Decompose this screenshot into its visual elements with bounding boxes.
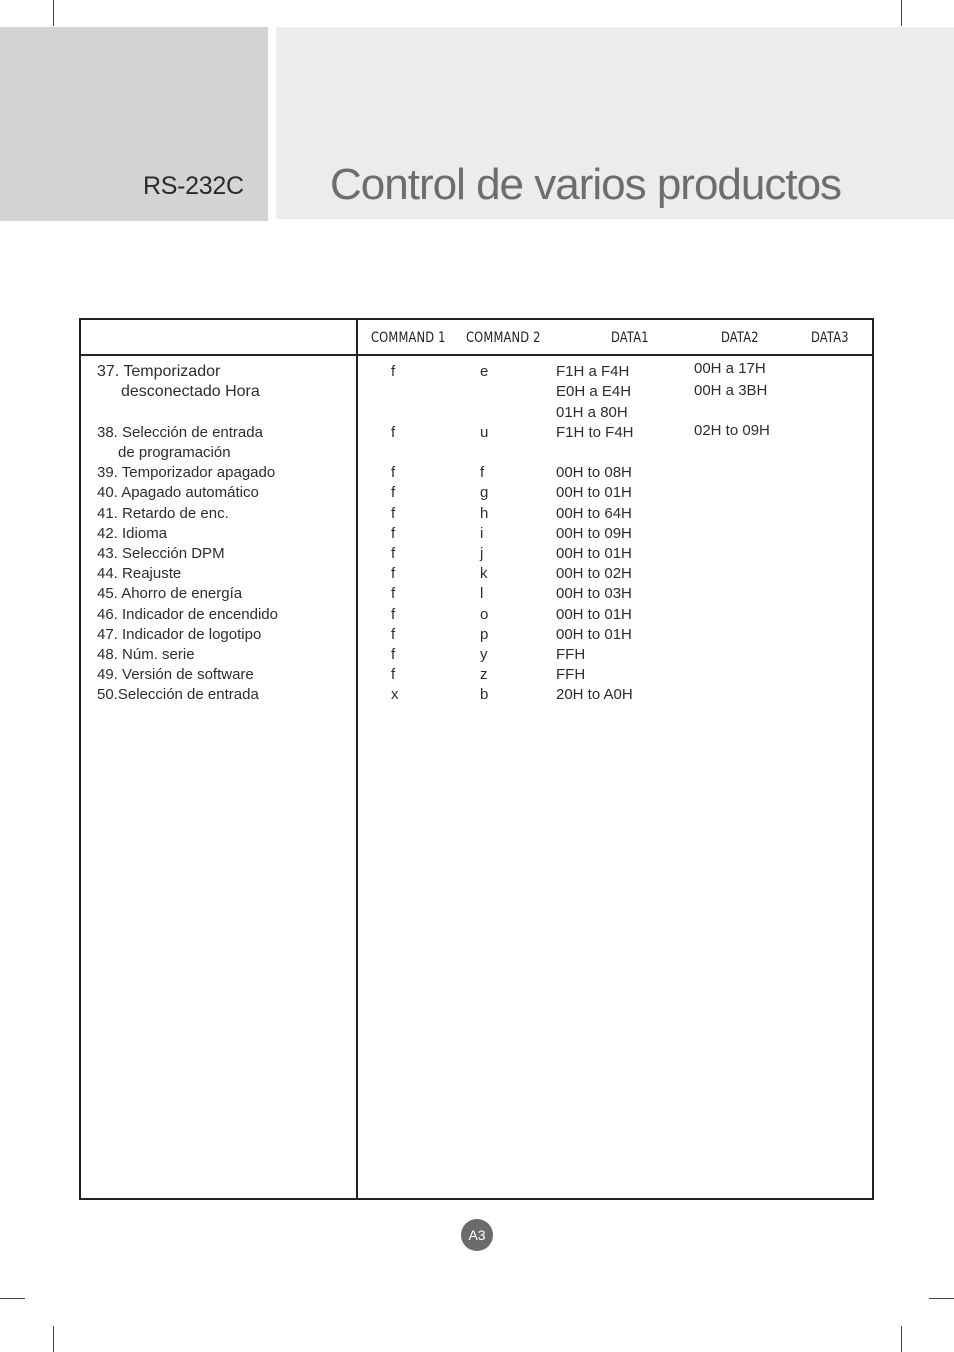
crop-mark: [53, 1326, 54, 1352]
command2-value: j: [480, 545, 484, 562]
function-name: desconectado Hora: [121, 383, 260, 400]
function-name: de programación: [118, 444, 231, 461]
command1-value: f: [391, 585, 396, 602]
column-header-data1: DATA1: [611, 330, 649, 346]
data1-value: 00H to 03H: [556, 585, 632, 602]
command2-value: i: [480, 525, 484, 542]
command2-value: e: [480, 363, 489, 380]
command1-value: f: [391, 484, 396, 501]
data1-value: FFH: [556, 646, 586, 663]
data2-value: 02H to 09H: [694, 422, 770, 439]
table-row: [81, 626, 872, 646]
function-name: 39. Temporizador apagado: [97, 464, 276, 481]
table-row: [81, 585, 872, 605]
table-row: [81, 565, 872, 585]
command1-value: f: [391, 606, 396, 623]
data1-value: 20H to A0H: [556, 686, 633, 703]
command1-value: f: [391, 666, 396, 683]
data2-value: 00H a 3BH: [694, 382, 768, 399]
function-name: 47. Indicador de logotipo: [97, 626, 262, 643]
page-number-badge: A3: [461, 1219, 493, 1251]
command1-value: f: [391, 424, 396, 441]
crop-mark: [929, 1298, 954, 1299]
command2-value: y: [480, 646, 488, 663]
table-row: [81, 525, 872, 545]
data1-value: 00H to 08H: [556, 464, 632, 481]
data1-value: 00H to 01H: [556, 484, 632, 501]
command1-value: f: [391, 626, 396, 643]
data1-value: 00H to 02H: [556, 565, 632, 582]
page-title: Control de varios productos: [330, 160, 842, 209]
command2-value: g: [480, 484, 489, 501]
header-divider: [81, 354, 872, 356]
table-row: [81, 383, 872, 403]
command1-value: f: [391, 464, 396, 481]
function-name: 48. Núm. serie: [97, 646, 195, 663]
function-name: 45. Ahorro de energía: [97, 585, 243, 602]
data1-value: 00H to 64H: [556, 505, 632, 522]
command1-value: f: [391, 646, 396, 663]
table-row: [81, 646, 872, 666]
command1-value: f: [391, 363, 396, 380]
command2-value: b: [480, 686, 489, 703]
crop-mark: [0, 1298, 25, 1299]
data1-value: 00H to 01H: [556, 606, 632, 623]
table-row: [81, 505, 872, 525]
table-row: [81, 404, 872, 424]
command2-value: l: [480, 585, 484, 602]
data1-value: 00H to 01H: [556, 626, 632, 643]
command2-value: o: [480, 606, 489, 623]
table-row: [81, 666, 872, 686]
function-name: 50.Selección de entrada: [97, 686, 259, 703]
crop-mark: [901, 0, 902, 26]
command2-value: f: [480, 464, 485, 481]
command2-value: h: [480, 505, 489, 522]
data2-value: 00H a 17H: [694, 360, 766, 377]
command1-value: x: [391, 686, 399, 703]
function-name: 37. Temporizador: [97, 363, 221, 380]
crop-mark: [901, 1326, 902, 1352]
table-row: [81, 545, 872, 565]
function-name: 38. Selección de entrada: [97, 424, 263, 441]
data1-value: 00H to 01H: [556, 545, 632, 562]
function-name: 46. Indicador de encendido: [97, 606, 278, 623]
command2-value: k: [480, 565, 488, 582]
command2-value: z: [480, 666, 488, 683]
function-name: 43. Selección DPM: [97, 545, 225, 562]
function-name: 40. Apagado automático: [97, 484, 259, 501]
column-header-command1: COMMAND 1: [371, 330, 446, 346]
table-row: [81, 606, 872, 626]
command2-value: p: [480, 626, 489, 643]
table-row: [81, 424, 872, 444]
data1-value: FFH: [556, 666, 586, 683]
column-header-command2: COMMAND 2: [466, 330, 541, 346]
command-table: [79, 318, 874, 1200]
table-row: [81, 484, 872, 504]
data1-value: F1H to F4H: [556, 424, 634, 441]
section-label: RS-232C: [143, 172, 244, 200]
function-name: 49. Versión de software: [97, 666, 254, 683]
table-row: [81, 360, 872, 383]
data1-value: 00H to 09H: [556, 525, 632, 542]
command1-value: f: [391, 505, 396, 522]
function-name: 42. Idioma: [97, 525, 168, 542]
function-name: 44. Reajuste: [97, 565, 182, 582]
table-row: [81, 464, 872, 484]
table-row: [81, 444, 872, 464]
command1-value: f: [391, 565, 396, 582]
command1-value: f: [391, 545, 396, 562]
crop-mark: [53, 0, 54, 26]
data1-value: 01H a 80H: [556, 404, 628, 421]
data1-value: F1H a F4H: [556, 363, 630, 380]
table-row: [81, 686, 872, 706]
command1-value: f: [391, 525, 396, 542]
data1-value: E0H a E4H: [556, 383, 632, 400]
column-header-data2: DATA2: [721, 330, 759, 346]
column-header-data3: DATA3: [811, 330, 849, 346]
function-name: 41. Retardo de enc.: [97, 505, 229, 522]
command2-value: u: [480, 424, 489, 441]
